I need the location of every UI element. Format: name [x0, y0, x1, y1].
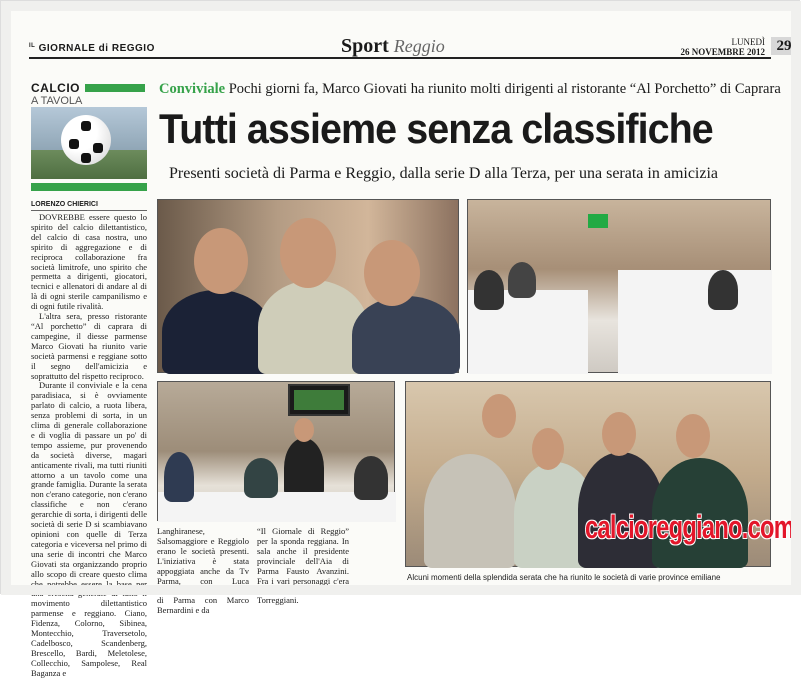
intro-lead: Conviviale [159, 81, 226, 97]
kicker-line2: A TAVOLA [31, 95, 83, 107]
football-icon [61, 115, 111, 165]
photo-three-men [157, 199, 459, 373]
tv-screen [288, 384, 350, 416]
byline: LORENZO CHIERICI [31, 201, 147, 211]
paragraph: DOVREBBE essere questo lo spirito del calcio dilettantistico, del calcio di casa nostra, uno spirito di aggregazione e di reciproca collaborazione fra società limitrofe, uno spirito che permetta a dirigenti, giocatori, tecnici e allenatori di andare al di là di ogni sterile campanilismo e di ogni futile rivalità. [31, 212, 147, 312]
accent-bar [85, 84, 145, 92]
watermark-logo: calcioreggiano.com [585, 509, 795, 545]
page-number: 29 [771, 37, 797, 55]
page-header [29, 35, 792, 59]
date: 26 NOVEMBRE 2012 [680, 47, 765, 57]
paragraph: “Il Giornale di Reggio” per la sponda reggiana. In sala anche il presidente provinciale dell'Aia di Parma Fausto Avanzini. Fra i vari personaggi c'era anche il mitico Gabriele Torreggiani. [257, 526, 349, 606]
section-name: Sport [341, 35, 389, 57]
masthead-prefix: IL [29, 43, 36, 49]
accent-bar [31, 183, 147, 191]
newspaper-masthead [29, 43, 155, 54]
weekday: LUNEDÌ [731, 37, 765, 47]
paragraph: L'altra sera, presso ristorante “Al porchetto” di caprara di campegine, il diesse parmense Marco Giovati ha riunito varie società parmensi e reggiane sotto il segno dell'amicizia e soprattutto del rispetto reciproco. [31, 311, 147, 381]
photo-speaker [157, 381, 395, 521]
masthead-name: GIORNALE di REGGIO [38, 43, 155, 54]
article-column-2 [157, 526, 249, 616]
football-image [31, 107, 147, 179]
intro-line [159, 81, 781, 98]
article-column-1 [31, 212, 147, 678]
subheadline: Presenti società di Parma e Reggio, dalla serie D alla Terza, per una serata in amicizia [169, 165, 719, 182]
intro-text: Pochi giorni fa, Marco Giovati ha riunito molti dirigenti al ristorante “Al Porchetto” di Caprara [228, 81, 781, 97]
paragraph: Durante il conviviale e la cena paradisiaca, si è ovviamente parlato di calcio, a ruota libera, senza problemi di sorta, in un clima di generale collaborazione e di voglia di passare un po' di tempo assieme, pur provenendo da società diverse, magari anticamente rivali, ma tutti riuniti attorno a un tavolo come una grande famiglia. Durante la serata non c'erano categorie, non c'erano classifiche e non c'erano gerarchie di sorta, i dirigenti delle società di serie D si scambiavano opinioni con quelle di Terza categoria e viceversa nel primo di una serie di incontri che Marco Giovati sta organizzando proprio allo scopo di creare questo clima che potrebbe essere la base per una crescita generale di tutto il movimento dilettantistico parmense e reggiano. Ciano, Fidenza, Colorno, Sibinea, Montecchio, Traversetolo, Cadelbosco, Scandenberg, Brescello, Bardi, Meletolese, Collecchio, Sampolese, Real Baganza e [31, 380, 147, 678]
article-column-3 [257, 526, 349, 606]
kicker-line1: CALCIO [31, 81, 80, 95]
paragraph: Langhiranese, Salsomaggiore e Reggiolo erano le società presenti. L'iniziativa è stata appoggiata anche da Tv Parma, con Luca Romenghi, dalla Gazzetta di Parma con Marco Bernardini e da [157, 526, 249, 616]
headline: Tutti assieme senza classifiche [159, 105, 713, 152]
date-block [669, 37, 765, 57]
photo-caption: Alcuni momenti della splendida serata che ha riunito le società di varie province emiliane [407, 573, 721, 582]
section-place: Reggio [393, 36, 445, 56]
photo-banquet-hall [467, 199, 771, 373]
section-title [341, 35, 445, 58]
